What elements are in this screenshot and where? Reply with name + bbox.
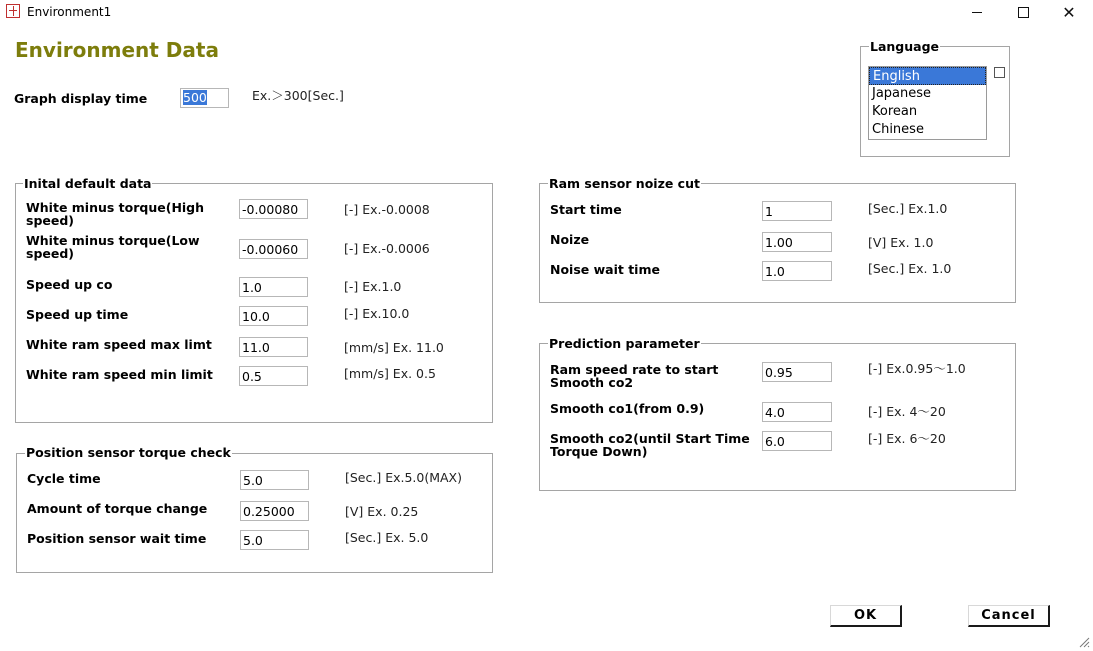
ram-speed-rate-label-line1: Ram speed rate to start [550, 362, 719, 377]
start-time-label: Start time [550, 202, 622, 217]
graph-display-time-label: Graph display time [14, 91, 148, 106]
language-option-english[interactable]: English [869, 67, 986, 85]
position-wait-time-input[interactable] [240, 530, 309, 550]
torque-change-hint: [V] Ex. 0.25 [345, 504, 419, 519]
torque-change-label: Amount of torque change [27, 501, 208, 516]
ram-speed-rate-input[interactable] [762, 362, 832, 382]
title-bar [0, 0, 1093, 25]
window-title: Environment1 [27, 5, 112, 19]
minimize-button[interactable] [954, 0, 1000, 25]
speed-up-co-input[interactable] [239, 277, 308, 297]
language-option-chinese[interactable]: Chinese [872, 122, 924, 137]
resize-grip-icon[interactable] [1078, 636, 1090, 648]
close-button[interactable] [1046, 0, 1092, 25]
ram-speed-rate-label [550, 363, 718, 389]
initial-default-data-legend: Inital default data [24, 176, 152, 191]
white-minus-torque-low-hint: [-] Ex.-0.0006 [344, 241, 430, 256]
ram-speed-rate-label-line2: Smooth co2 [550, 375, 634, 390]
white-ram-speed-max-hint: [mm/s] Ex. 11.0 [344, 340, 444, 355]
smooth-co1-hint: [-] Ex. 4～20 [868, 404, 946, 419]
speed-up-time-input[interactable] [239, 306, 308, 326]
noize-input[interactable] [762, 232, 832, 252]
page-title: Environment Data [15, 38, 219, 62]
white-ram-speed-min-input[interactable] [239, 366, 308, 386]
speed-up-co-label: Speed up co [26, 277, 113, 292]
smooth-co2-label-line2: Torque Down) [550, 444, 648, 459]
cancel-button[interactable]: Cancel [968, 605, 1050, 627]
noise-wait-time-input[interactable] [762, 261, 832, 281]
smooth-co2-hint: [-] Ex. 6～20 [868, 431, 946, 446]
start-time-hint: [Sec.] Ex.1.0 [868, 201, 948, 216]
cycle-time-label: Cycle time [27, 471, 101, 486]
smooth-co2-label [550, 432, 750, 458]
smooth-co2-label-line1: Smooth co2(until Start Time [550, 431, 750, 446]
white-minus-torque-high-input[interactable] [239, 199, 308, 219]
white-minus-torque-low-input[interactable] [239, 239, 308, 259]
noize-label: Noize [550, 232, 590, 247]
language-legend: Language [870, 39, 940, 54]
cycle-time-hint: [Sec.] Ex.5.0(MAX) [345, 470, 462, 485]
white-ram-speed-max-label: White ram speed max limt [26, 337, 212, 352]
graph-display-time-hint: Ex.＞300[Sec.] [252, 88, 344, 103]
position-sensor-legend: Position sensor torque check [26, 445, 231, 460]
smooth-co2-input[interactable] [762, 431, 832, 451]
language-option-japanese[interactable]: Japanese [872, 86, 932, 101]
speed-up-time-label: Speed up time [26, 307, 129, 322]
smooth-co1-label: Smooth co1(from 0.9) [550, 401, 705, 416]
prediction-parameter-legend: Prediction parameter [549, 336, 700, 351]
close-icon: ✕ [1062, 3, 1076, 22]
noise-wait-time-hint: [Sec.] Ex. 1.0 [868, 261, 952, 276]
cycle-time-input[interactable] [240, 470, 309, 490]
position-wait-time-hint: [Sec.] Ex. 5.0 [345, 530, 429, 545]
start-time-input[interactable] [762, 201, 832, 221]
maximize-button[interactable] [1000, 0, 1046, 25]
app-icon [6, 4, 20, 18]
noise-wait-time-label: Noise wait time [550, 262, 660, 277]
noize-hint: [V] Ex. 1.0 [868, 235, 934, 250]
maximize-icon [1018, 7, 1029, 18]
white-ram-speed-min-hint: [mm/s] Ex. 0.5 [344, 366, 436, 381]
white-minus-torque-high-hint: [-] Ex.-0.0008 [344, 202, 430, 217]
torque-change-input[interactable] [240, 501, 309, 521]
smooth-co1-input[interactable] [762, 402, 832, 422]
minimize-icon [972, 12, 982, 13]
white-ram-speed-min-label: White ram speed min limit [26, 367, 213, 382]
position-wait-time-label: Position sensor wait time [27, 531, 207, 546]
language-listbox[interactable] [868, 66, 987, 140]
white-ram-speed-max-input[interactable] [239, 337, 308, 357]
ok-button[interactable]: OK [830, 605, 902, 627]
white-minus-torque-low-label: White minus torque(Low speed) [26, 233, 200, 261]
graph-display-time-input[interactable]: 500 [180, 88, 229, 108]
ram-sensor-legend: Ram sensor noize cut [549, 176, 700, 191]
language-option-korean[interactable]: Korean [872, 104, 918, 119]
language-checkbox[interactable] [994, 67, 1005, 78]
speed-up-time-hint: [-] Ex.10.0 [344, 306, 410, 321]
ram-speed-rate-hint: [-] Ex.0.95～1.0 [868, 361, 966, 376]
speed-up-co-hint: [-] Ex.1.0 [344, 279, 402, 294]
white-minus-torque-high-label: White minus torque(High speed) [26, 200, 205, 228]
